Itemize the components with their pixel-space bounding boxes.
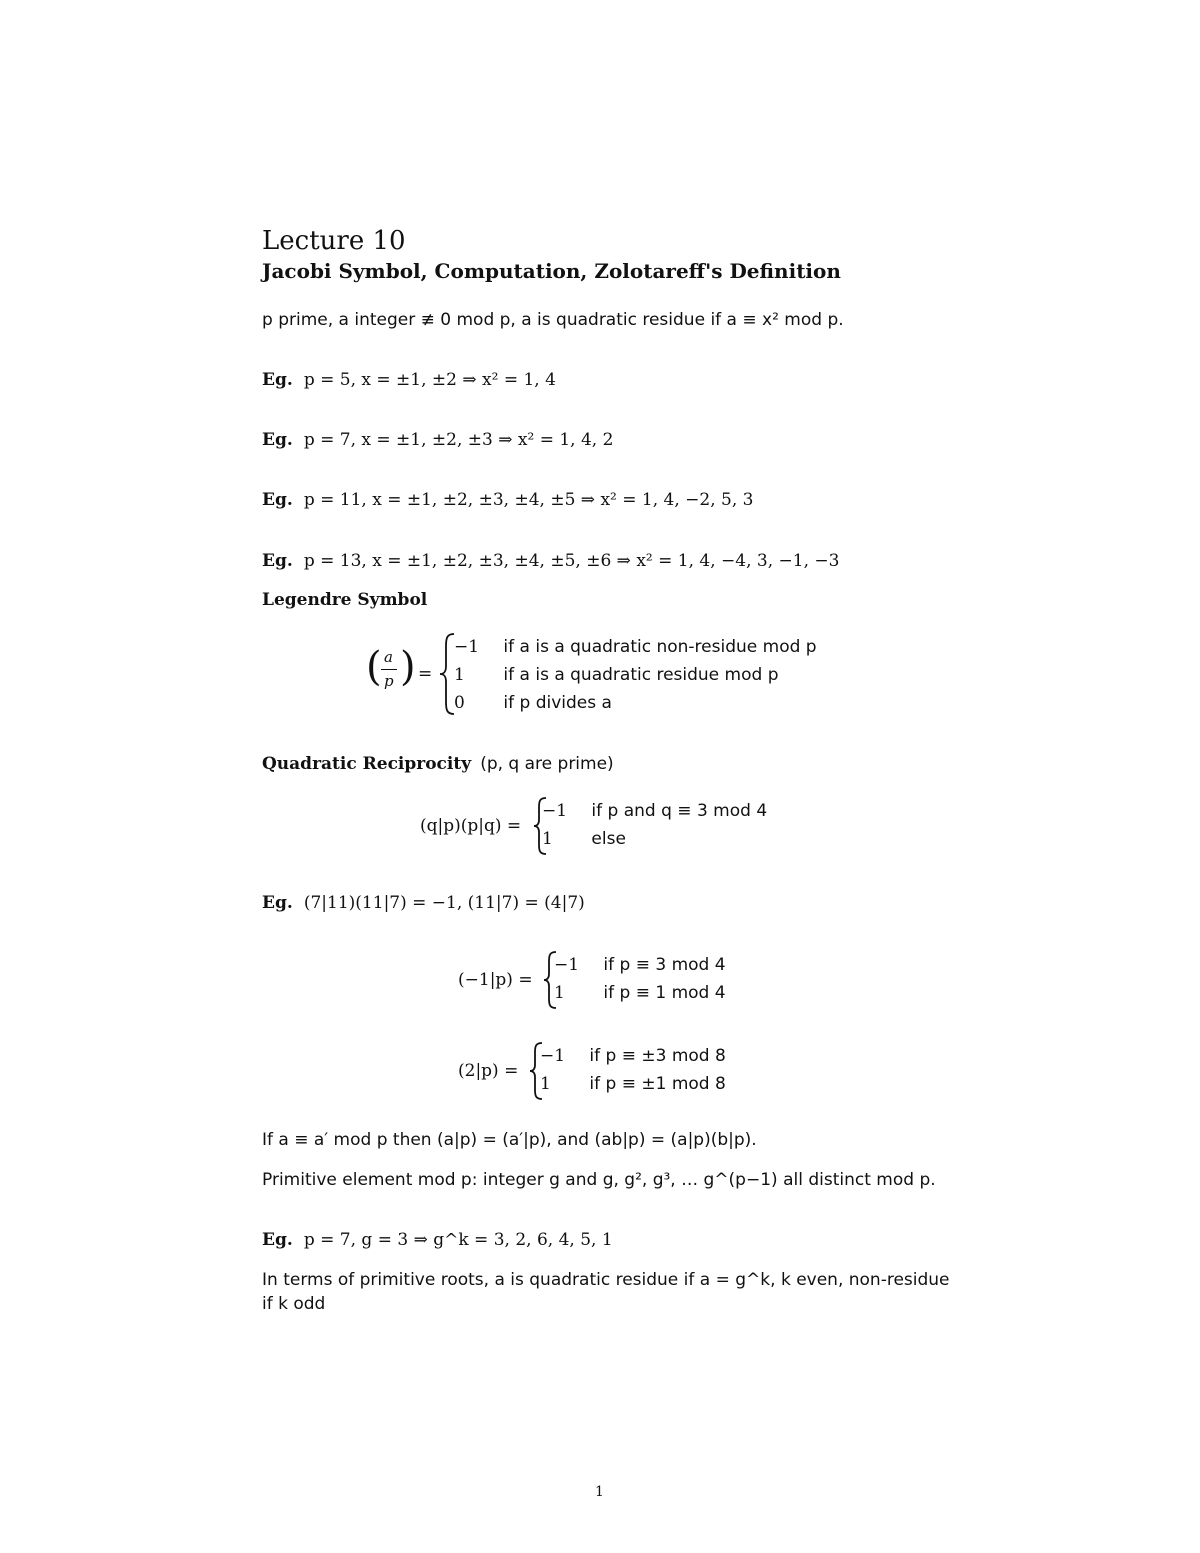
case-row: [542, 801, 767, 821]
case-value: −1: [540, 1046, 566, 1066]
eg-text: p = 5, x = ±1, ±2 ⇒ x² = 1, 4: [303, 370, 556, 390]
case-condition: else: [591, 829, 626, 849]
lecture-subtitle: Jacobi Symbol, Computation, Zolotareff's Definition: [262, 259, 841, 283]
example-p7: [262, 430, 613, 450]
case-condition: if p ≡ 1 mod 4: [603, 983, 726, 1003]
case-row: [454, 665, 779, 685]
two-lhs: (2|p) =: [458, 1061, 519, 1081]
example-p11: [262, 490, 753, 510]
reciprocity-note: (p, q are prime): [480, 754, 614, 774]
example-reciprocity: [262, 893, 585, 913]
minus-one-law: [458, 950, 818, 1010]
legendre-definition: [366, 632, 866, 717]
legendre-denominator: p: [384, 672, 394, 690]
case-row: [542, 829, 626, 849]
reciprocity-heading-line: [262, 754, 614, 774]
symbol-property: If a ≡ a′ mod p then (a|p) = (a′|p), and (ab|p) = (a|p)(b|p).: [262, 1130, 757, 1150]
eg-label: Eg.: [262, 893, 293, 913]
eg-label: Eg.: [262, 551, 293, 571]
legendre-left-paren: (: [366, 644, 382, 690]
case-condition: if p ≡ ±1 mod 8: [589, 1074, 726, 1094]
eg-text: (7|11)(11|7) = −1, (11|7) = (4|7): [303, 893, 585, 913]
eg-label: Eg.: [262, 490, 293, 510]
legendre-right-paren: ): [400, 644, 416, 690]
page-number: 1: [595, 1484, 604, 1500]
equals-sign: =: [418, 664, 433, 684]
reciprocity-heading: Quadratic Reciprocity: [262, 754, 472, 774]
closing-line-1: In terms of primitive roots, a is quadratic residue if a = g^k, k even, non-residue: [262, 1270, 950, 1290]
case-row: [454, 637, 817, 657]
case-row: [540, 1046, 726, 1066]
closing-line-2: if k odd: [262, 1294, 326, 1314]
minus-one-lhs: (−1|p) =: [458, 970, 533, 990]
legendre-numerator: a: [384, 648, 393, 666]
case-row: [540, 1074, 726, 1094]
case-condition: if p ≡ 3 mod 4: [603, 955, 726, 975]
fraction-bar: [381, 669, 397, 670]
case-value: 0: [454, 693, 465, 713]
legendre-heading: Legendre Symbol: [262, 590, 428, 610]
case-row: [454, 693, 612, 713]
primitive-definition: Primitive element mod p: integer g and g, g², g³, … g^(p−1) all distinct mod p.: [262, 1170, 936, 1190]
case-condition: if p ≡ ±3 mod 8: [589, 1046, 726, 1066]
case-condition: if a is a quadratic non-residue mod p: [503, 637, 817, 657]
case-value: 1: [454, 665, 465, 685]
eg-text: p = 7, g = 3 ⇒ g^k = 3, 2, 6, 4, 5, 1: [303, 1230, 613, 1250]
eg-label: Eg.: [262, 1230, 293, 1250]
two-law: [458, 1041, 818, 1101]
case-value: −1: [454, 637, 480, 657]
case-value: 1: [554, 983, 565, 1003]
case-row: [554, 955, 726, 975]
eg-text: p = 11, x = ±1, ±2, ±3, ±4, ±5 ⇒ x² = 1, 4, −2, 5, 3: [303, 490, 754, 510]
example-p13: [262, 551, 839, 571]
case-condition: if p divides a: [503, 693, 612, 713]
reciprocity-lhs: (q|p)(p|q) =: [420, 816, 522, 836]
case-row: [554, 983, 726, 1003]
eg-text: p = 7, x = ±1, ±2, ±3 ⇒ x² = 1, 4, 2: [303, 430, 614, 450]
eg-label: Eg.: [262, 370, 293, 390]
example-primitive: [262, 1230, 613, 1250]
intro-definition: p prime, a integer ≢ 0 mod p, a is quadratic residue if a ≡ x² mod p.: [262, 310, 844, 330]
eg-label: Eg.: [262, 430, 293, 450]
reciprocity-law: [420, 796, 820, 856]
case-condition: if p and q ≡ 3 mod 4: [591, 801, 768, 821]
case-value: 1: [542, 829, 553, 849]
eg-text: p = 13, x = ±1, ±2, ±3, ±4, ±5, ±6 ⇒ x² = 1, 4, −4, 3, −1, −3: [303, 551, 840, 571]
case-value: −1: [542, 801, 568, 821]
case-condition: if a is a quadratic residue mod p: [503, 665, 779, 685]
example-p5: [262, 370, 556, 390]
case-value: −1: [554, 955, 580, 975]
case-value: 1: [540, 1074, 551, 1094]
lecture-title: Lecture 10: [262, 226, 406, 256]
